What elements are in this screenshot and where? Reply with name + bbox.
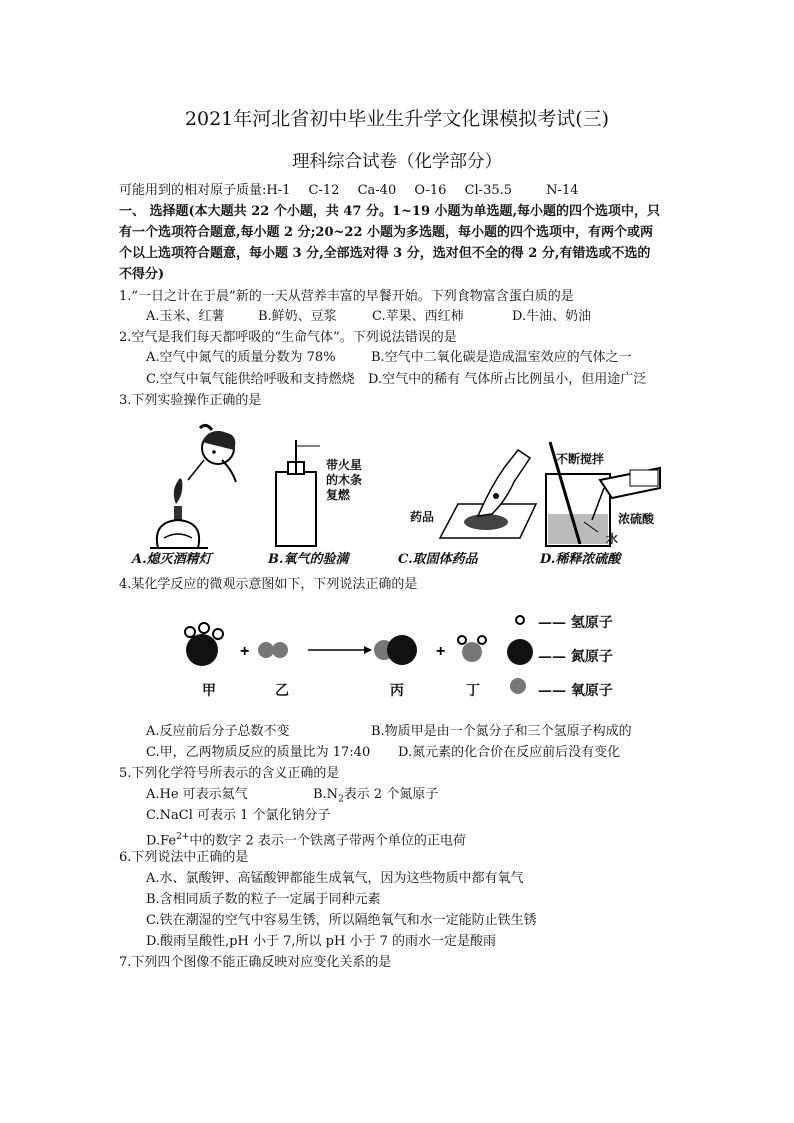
- q5-option-d-sup: 2+: [176, 832, 190, 842]
- mass-n: N-14: [546, 183, 579, 198]
- q2-option-b: B.空气中二氧化碳是造成温室效应的气体之一: [371, 350, 632, 365]
- q3-stem: 3.下列实验操作正确的是: [119, 393, 262, 408]
- q3-b-note-1: 带火星: [326, 458, 363, 472]
- section-instructions-line-1: 一、 选择题(本大题共 22 个小题，共 47 分。1~19 小题为单选题,每小题的四个选项中，只: [119, 204, 661, 219]
- section-instructions-line-3: 个以上选项符合题意，每小题 3 分,全部选对得 3 分，选对但不全的得 2 分,有错选或不选的: [119, 246, 651, 261]
- molecule-jia: 甲: [202, 683, 216, 699]
- q7-stem: 7.下列四个图像不能正确反映对应变化关系的是: [119, 955, 392, 970]
- q3-caption-b: B.氧气的验满: [268, 552, 349, 567]
- q6-option-c: C.铁在潮湿的空气中容易生锈，所以隔绝氧气和水一定能防止铁生锈: [146, 913, 537, 928]
- section-instructions-line-2: 有一个选项符合题意,每小题 2 分;20~22 小题为多选题，每小题的四个选项中，有两个或两: [119, 225, 654, 240]
- q4-option-b: B.物质甲是由一个氮分子和三个氢原子构成的: [371, 724, 632, 739]
- q4-option-a: A.反应前后分子总数不变: [146, 724, 290, 739]
- mass-ca: Ca-40: [357, 183, 397, 198]
- q5-option-b-sub: 2: [338, 794, 344, 805]
- q2-stem: 2.空气是我们每天都呼吸的“生命气体”。下列说法错误的是: [119, 330, 457, 345]
- q3-caption-d: D.稀释浓硫酸: [540, 552, 621, 567]
- q5-option-d-post: 中的数字 2 表示一个铁离子带两个单位的正电荷: [189, 833, 466, 849]
- q4-stem: 4.某化学反应的微观示意图如下，下列说法正确的是: [119, 577, 418, 592]
- q3-c-note: 药品: [410, 510, 435, 524]
- atomic-masses: [119, 183, 578, 199]
- q1-option-c: C.苹果、西红柿: [372, 309, 464, 324]
- molecule-yi: 乙: [275, 683, 289, 699]
- q4-option-d: D.氮元素的化合价在反应前后没有变化: [398, 745, 621, 760]
- legend-oxygen: —— 氧原子: [538, 683, 613, 699]
- masses-label: 可能用到的相对原子质量:: [119, 183, 267, 198]
- q5-option-c: C.NaCl 可表示 1 个氯化钠分子: [146, 808, 331, 823]
- q4-option-c: C.甲，乙两物质反应的质量比为 17:40: [146, 745, 371, 760]
- section-instructions-line-4: 不得分): [119, 267, 165, 282]
- mass-h: H-1: [266, 183, 291, 198]
- svg-text:+: +: [436, 643, 446, 660]
- legend-oxygen-atom: [508, 676, 528, 696]
- q6-option-a: A.水、氯酸钾、高锰酸钾都能生成氧气，因为这些物质中都有氧气: [146, 871, 524, 886]
- mass-o: O-16: [414, 183, 447, 198]
- q5-option-a: A.He 可表示氦气: [146, 787, 248, 802]
- q3-caption-a: A.熄灭酒精灯: [132, 552, 212, 567]
- legend-nitrogen: —— 氮原子: [538, 649, 613, 665]
- legend-hydrogen: —— 氢原子: [538, 615, 613, 631]
- q1-option-b: B.鲜奶、豆浆: [258, 309, 337, 324]
- q3-d-acid: 浓硫酸: [618, 512, 655, 526]
- q2-option-a: A.空气中氮气的质量分数为 78%: [146, 350, 336, 365]
- q3-b-note-2: 的木条: [326, 473, 363, 487]
- q5-stem: 5.下列化学符号所表示的含义正确的是: [119, 766, 340, 781]
- page-subtitle: 理科综合试卷（化学部分）: [292, 152, 502, 172]
- q1-stem: 1.“一日之计在于晨”新的一天从营养丰富的早餐开始。下列食物富含蛋白质的是: [119, 289, 574, 304]
- mass-cl: Cl-35.5: [464, 183, 513, 198]
- q5-option-d: [146, 829, 466, 849]
- q3-caption-c: C.取固体药品: [398, 552, 478, 567]
- q2-option-d: D.空气中的稀有 气体所占比例虽小，但用途广泛: [368, 372, 647, 387]
- q3-d-stir: 不断搅拌: [556, 452, 605, 466]
- q1-option-a: A.玉米、红薯: [146, 309, 225, 324]
- q3-b-note: [326, 458, 362, 503]
- q3-b-note-3: 复燃: [326, 488, 351, 502]
- mass-c: C-12: [308, 183, 340, 198]
- molecule-ding: 丁: [466, 683, 480, 699]
- q5-option-b-post: 表示 2 个氮原子: [343, 787, 439, 802]
- q3-d-water: 水: [606, 532, 619, 546]
- q6-stem: 6.下列说法中正确的是: [119, 850, 249, 865]
- q5-option-b: [313, 787, 438, 808]
- q6-option-d: D.酸雨呈酸性,pH 小于 7,所以 pH 小于 7 的雨水一定是酸雨: [146, 934, 497, 949]
- q1-option-d: D.牛油、奶油: [512, 309, 592, 324]
- molecule-bing: 丙: [390, 683, 404, 699]
- q4-reaction-diagram: [180, 610, 600, 690]
- svg-text:+: +: [240, 643, 250, 660]
- q2-option-c: C.空气中氧气能供给呼吸和支持燃烧: [146, 372, 355, 387]
- q5-option-b-pre: B.N: [313, 787, 339, 802]
- page-title: 2021年河北省初中毕业生升学文化课模拟考试(三): [184, 108, 610, 130]
- q3-figure-c: [410, 448, 540, 548]
- q5-option-d-pre: D.Fe: [146, 833, 177, 849]
- q6-option-b: B.含相同质子数的粒子一定属于同种元素: [146, 892, 381, 907]
